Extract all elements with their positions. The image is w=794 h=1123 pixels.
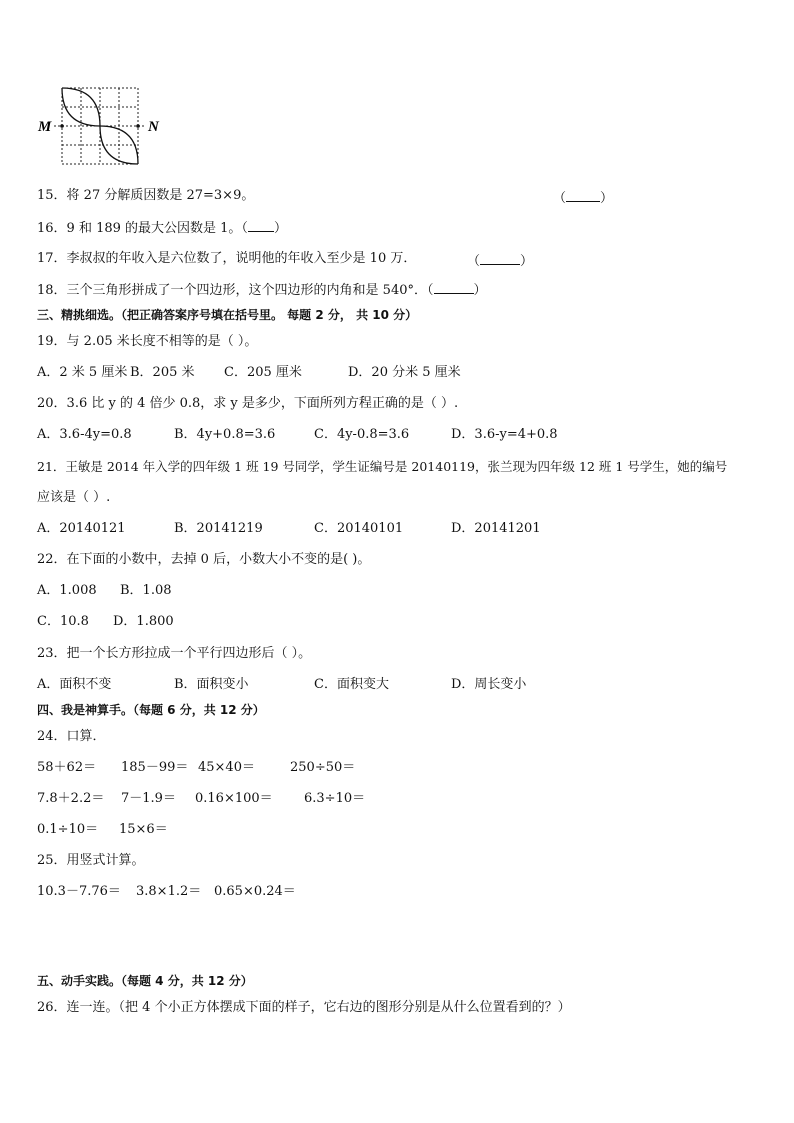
option-c[interactable]: C．10.8 bbox=[37, 614, 89, 629]
calc-item: 0.65×0.24＝ bbox=[214, 884, 296, 899]
question-15-text: 15．将 27 分解质因数是 27=3×9。 bbox=[37, 188, 255, 203]
calc-item: 10.3－7.76＝ bbox=[37, 884, 121, 899]
math-item: 58＋62＝ bbox=[37, 760, 97, 775]
question-19: 19．与 2.05 米长度不相等的是（ ）。 bbox=[37, 334, 258, 349]
question-20: 20．3.6 比 y 的 4 倍少 0.8，求 y 是多少，下面所列方程正确的是（ ）. bbox=[37, 396, 459, 411]
option-d[interactable]: D．20141201 bbox=[451, 521, 541, 536]
question-23: 23．把一个长方形拉成一个平行四边形后（ ）。 bbox=[37, 646, 312, 661]
math-item: 6.3÷10＝ bbox=[304, 791, 366, 806]
option-a[interactable]: A．20140121 bbox=[37, 521, 126, 536]
option-b[interactable]: B．20141219 bbox=[174, 521, 263, 536]
question-25: 25．用竖式计算。 bbox=[37, 853, 145, 868]
math-item: 250÷50＝ bbox=[290, 760, 356, 775]
math-item: 7.8＋2.2＝ bbox=[37, 791, 105, 806]
section-3-heading: 三、精挑细选。（把正确答案序号填在括号里。 每题 2 分， 共 10 分） bbox=[37, 308, 418, 322]
option-c[interactable]: C．4y-0.8=3.6 bbox=[314, 427, 410, 442]
option-a[interactable]: A．面积不变 bbox=[37, 677, 112, 692]
math-item: 0.1÷10＝ bbox=[37, 822, 99, 837]
label-n: N bbox=[148, 119, 159, 135]
label-m: M bbox=[38, 119, 52, 135]
question-26: 26．连一连。（把 4 个小正方体摆成下面的样子，它右边的图形分别是从什么位置看到的？） bbox=[37, 1000, 571, 1015]
answer-paren-15: （ ） bbox=[553, 191, 614, 206]
answer-paren-17: （ ） bbox=[467, 254, 534, 269]
question-22: 22．在下面的小数中，去掉 0 后，小数大小不变的是( )。 bbox=[37, 552, 371, 567]
math-item: 185－99＝ bbox=[121, 760, 189, 775]
question-16: 16．9 和 189 的最大公因数是 1。（ ） bbox=[37, 221, 287, 236]
option-c[interactable]: C．面积变大 bbox=[314, 677, 389, 692]
option-c[interactable]: C．205 厘米 bbox=[224, 365, 302, 380]
option-d[interactable]: D．周长变小 bbox=[451, 677, 527, 692]
math-item: 7－1.9＝ bbox=[121, 791, 176, 806]
option-b[interactable]: B．205 米 bbox=[130, 365, 195, 380]
option-a[interactable]: A．2 米 5 厘米 bbox=[37, 365, 128, 380]
option-a[interactable]: A．3.6-4y=0.8 bbox=[37, 427, 132, 442]
answer-blank-17[interactable] bbox=[480, 252, 520, 265]
option-d[interactable]: D．1.800 bbox=[113, 614, 174, 629]
question-18: 18．三个三角形拼成了一个四边形，这个四边形的内角和是 540°．（ ） bbox=[37, 283, 487, 298]
option-b[interactable]: B．4y+0.8=3.6 bbox=[174, 427, 276, 442]
question-21-line1: 21．王敏是 2014 年入学的四年级 1 班 19 号同学，学生证编号是 20140119，张兰现为四年级 12 班 1 号学生，她的编号 bbox=[37, 459, 728, 474]
option-c[interactable]: C．20140101 bbox=[314, 521, 404, 536]
math-item: 45×40＝ bbox=[198, 760, 255, 775]
section-5-heading: 五、动手实践。（每题 4 分，共 12 分） bbox=[37, 974, 253, 988]
option-a[interactable]: A．1.008 bbox=[37, 583, 97, 598]
question-17: 17．李叔叔的年收入是六位数了，说明他的年收入至少是 10 万． bbox=[37, 251, 417, 266]
section-4-heading: 四、我是神算手。（每题 6 分，共 12 分） bbox=[37, 703, 265, 717]
question-21-line2: 应该是（ ）. bbox=[37, 490, 111, 505]
question-15 bbox=[37, 187, 254, 205]
option-b[interactable]: B．1.08 bbox=[120, 583, 172, 598]
calc-item: 3.8×1.2＝ bbox=[136, 884, 202, 899]
leaf-curve-diagram bbox=[36, 84, 166, 170]
option-d[interactable]: D．20 分米 5 厘米 bbox=[348, 365, 461, 380]
question-24: 24．口算． bbox=[37, 729, 106, 744]
math-item: 15×6＝ bbox=[119, 822, 168, 837]
grid-figure bbox=[36, 84, 166, 174]
answer-blank-15[interactable] bbox=[566, 189, 600, 202]
option-d[interactable]: D．3.6-y=4+0.8 bbox=[451, 427, 558, 442]
math-item: 0.16×100＝ bbox=[195, 791, 273, 806]
answer-blank-18[interactable] bbox=[434, 281, 474, 294]
answer-blank-16[interactable] bbox=[248, 219, 274, 232]
option-b[interactable]: B．面积变小 bbox=[174, 677, 249, 692]
